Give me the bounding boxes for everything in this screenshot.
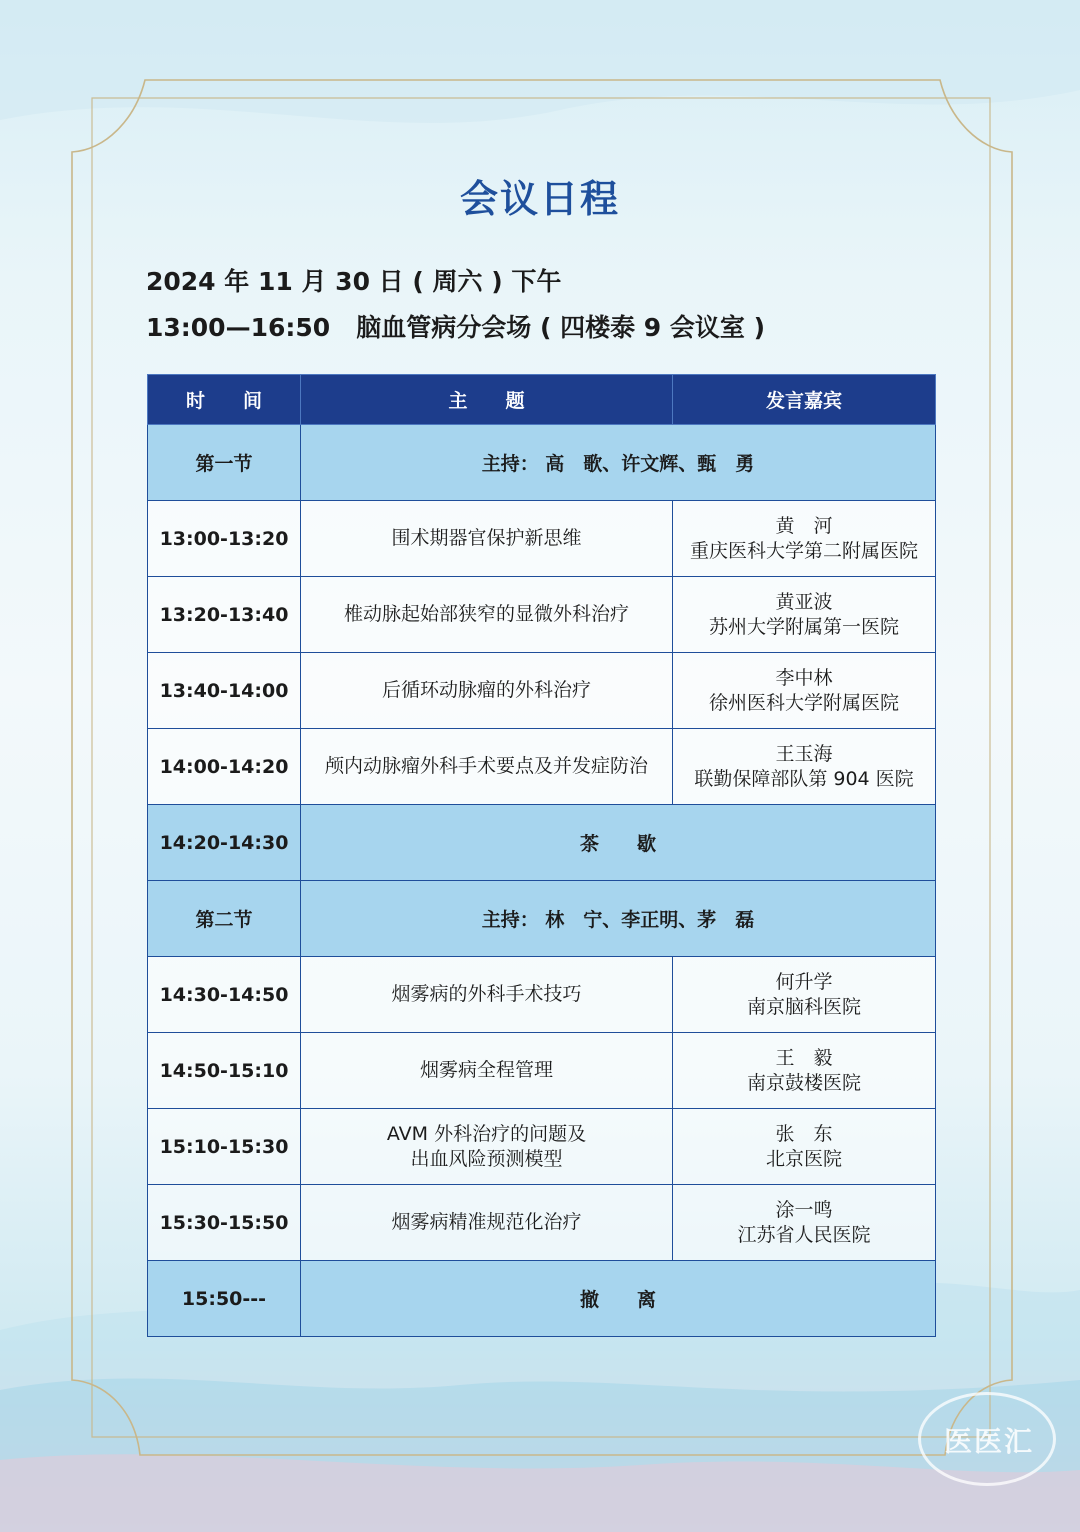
speaker-name: 何升学 bbox=[775, 970, 833, 993]
topic-cell: 椎动脉起始部狭窄的显微外科治疗 bbox=[301, 577, 673, 653]
section-label: 第二节 bbox=[148, 881, 301, 957]
section-row bbox=[148, 425, 936, 501]
speaker-org: 南京脑科医院 bbox=[746, 995, 861, 1018]
speaker-org: 联勤保障部队第 904 医院 bbox=[694, 767, 914, 790]
speaker-org: 南京鼓楼医院 bbox=[746, 1071, 861, 1094]
topic-cell: 后循环动脉瘤的外科治疗 bbox=[301, 653, 673, 729]
table-row bbox=[148, 501, 936, 577]
table-row bbox=[148, 577, 936, 653]
table-row bbox=[148, 957, 936, 1033]
speaker-cell bbox=[673, 957, 936, 1033]
header-topic: 主 题 bbox=[301, 375, 673, 425]
speaker-cell bbox=[673, 653, 936, 729]
time-cell: 14:00-14:20 bbox=[148, 729, 301, 805]
section-label: 第一节 bbox=[148, 425, 301, 501]
section-row bbox=[148, 881, 936, 957]
topic-cell: 烟雾病精准规范化治疗 bbox=[301, 1185, 673, 1261]
table-row bbox=[148, 1033, 936, 1109]
time-cell: 14:50-15:10 bbox=[148, 1033, 301, 1109]
topic-cell: 烟雾病全程管理 bbox=[301, 1033, 673, 1109]
speaker-name: 张 东 bbox=[775, 1122, 833, 1145]
table-row bbox=[148, 729, 936, 805]
speaker-cell bbox=[673, 1109, 936, 1185]
end-label: 撤 离 bbox=[301, 1261, 936, 1337]
speaker-cell bbox=[673, 501, 936, 577]
date-line: 2024 年 11 月 30 日 ( 周六 ) 下午 bbox=[146, 267, 562, 296]
topic-line: AVM 外科治疗的问题及 bbox=[386, 1122, 587, 1145]
speaker-cell bbox=[673, 577, 936, 653]
table-row bbox=[148, 1185, 936, 1261]
watermark-text: 医医汇 bbox=[943, 1425, 1034, 1458]
break-time: 14:20-14:30 bbox=[148, 805, 301, 881]
topic-cell bbox=[301, 1109, 673, 1185]
speaker-name: 王 毅 bbox=[775, 1046, 833, 1069]
time-cell: 14:30-14:50 bbox=[148, 957, 301, 1033]
speaker-cell bbox=[673, 729, 936, 805]
speaker-org: 江苏省人民医院 bbox=[737, 1223, 871, 1246]
speaker-cell bbox=[673, 1033, 936, 1109]
session-line: 13:00—16:50 脑血管病分会场 ( 四楼泰 9 会议室 ) bbox=[146, 313, 766, 342]
section-hosts: 主持： 林 宁、李正明、茅 磊 bbox=[301, 881, 936, 957]
time-cell: 13:40-14:00 bbox=[148, 653, 301, 729]
topic-cell: 颅内动脉瘤外科手术要点及并发症防治 bbox=[301, 729, 673, 805]
watermark-logo bbox=[918, 1392, 1058, 1488]
header-time: 时 间 bbox=[148, 375, 301, 425]
table-row bbox=[148, 1109, 936, 1185]
speaker-cell bbox=[673, 1185, 936, 1261]
time-cell: 13:20-13:40 bbox=[148, 577, 301, 653]
time-cell: 13:00-13:20 bbox=[148, 501, 301, 577]
break-label: 茶 歇 bbox=[301, 805, 936, 881]
speaker-name: 黄 河 bbox=[775, 514, 833, 537]
speaker-name: 王玉海 bbox=[775, 742, 833, 765]
speaker-org: 北京医院 bbox=[765, 1147, 842, 1170]
page-title: 会议日程 bbox=[459, 177, 620, 221]
table-row bbox=[148, 653, 936, 729]
table-header-row bbox=[148, 375, 936, 425]
time-cell: 15:10-15:30 bbox=[148, 1109, 301, 1185]
topic-cell: 围术期器官保护新思维 bbox=[301, 501, 673, 577]
section-hosts: 主持： 高 歌、许文辉、甄 勇 bbox=[301, 425, 936, 501]
end-row bbox=[148, 1261, 936, 1337]
topic-line: 出血风险预测模型 bbox=[410, 1147, 563, 1170]
speaker-name: 黄亚波 bbox=[775, 590, 833, 613]
header-speaker: 发言嘉宾 bbox=[673, 375, 936, 425]
speaker-name: 李中林 bbox=[775, 666, 833, 689]
end-time: 15:50--- bbox=[148, 1261, 301, 1337]
speaker-name: 涂一鸣 bbox=[775, 1198, 833, 1221]
time-cell: 15:30-15:50 bbox=[148, 1185, 301, 1261]
speaker-org: 徐州医科大学附属医院 bbox=[708, 691, 899, 714]
schedule-table bbox=[147, 374, 936, 1337]
break-row bbox=[148, 805, 936, 881]
speaker-org: 苏州大学附属第一医院 bbox=[708, 615, 899, 638]
topic-cell: 烟雾病的外科手术技巧 bbox=[301, 957, 673, 1033]
speaker-org: 重庆医科大学第二附属医院 bbox=[689, 539, 918, 562]
